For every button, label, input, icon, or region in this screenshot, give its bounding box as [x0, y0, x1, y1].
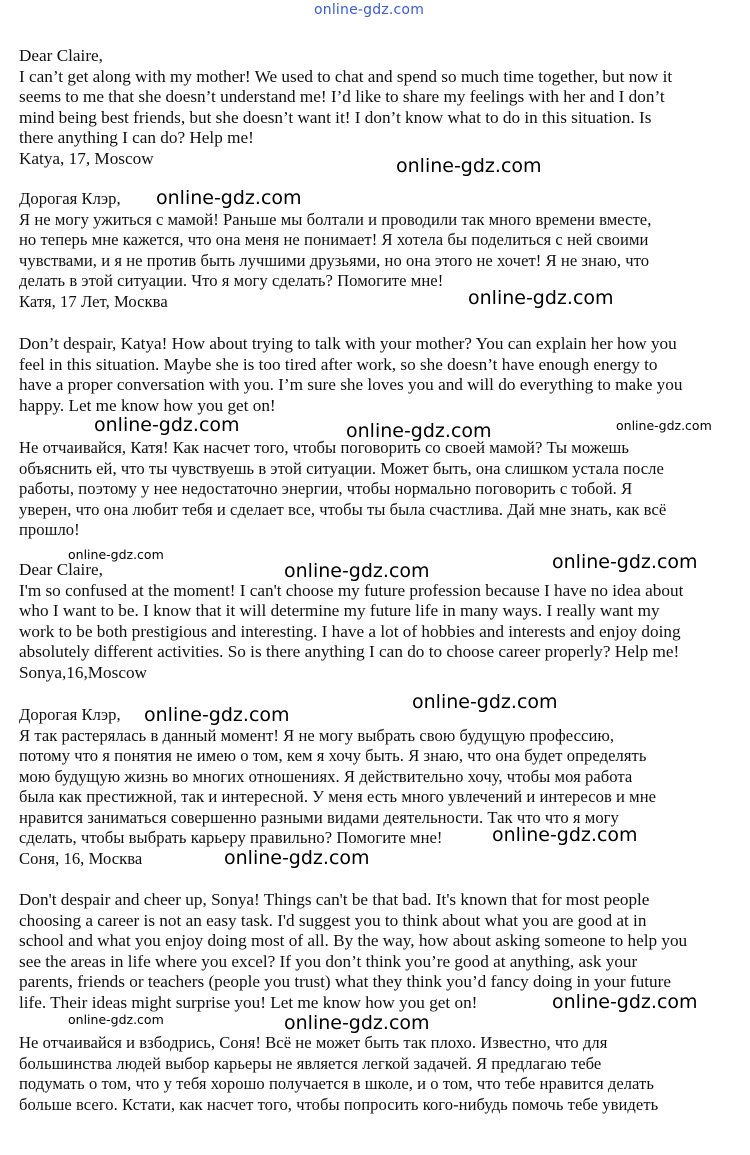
text-line: больше всего. Кстати, как насчет того, чтобы попросить кого-нибудь помочь тебе увидеть — [19, 1094, 659, 1114]
text-line: была как престижной, так и интересной. У меня есть много увлечений и интересов и мне — [19, 787, 657, 806]
text-line: сделать, чтобы выбрать карьеру правильно? Помогите мне! — [19, 828, 443, 847]
watermark: online-gdz.com — [492, 824, 638, 846]
reply-katya-ru — [19, 438, 735, 541]
watermark: online-gdz.com — [68, 1012, 164, 1027]
text-line: parents, friends or teachers (people you trust) what they think you’d fancy doing in your future — [19, 972, 671, 991]
text-line: have a proper conversation with you. I’m sure she loves you and will do everything to make you — [19, 375, 683, 394]
text-line: нравится заниматься совершенно разными видами деятельности. Так что что я могу — [19, 807, 619, 827]
watermark: online-gdz.com — [224, 847, 370, 869]
watermark: online-gdz.com — [552, 551, 698, 573]
watermark: online-gdz.com — [616, 418, 712, 433]
text-line: но теперь мне кажется, что она меня не понимает! Я хотела бы поделиться с ней своими — [19, 230, 649, 249]
letter-katya-ru — [19, 189, 735, 312]
text-line: Не отчаивайся, Катя! Как насчет того, чтобы поговорить со своей мамой? Ты можешь — [19, 438, 629, 457]
signature-line: Соня, 16, Москва — [19, 848, 143, 868]
text-line: Dear Claire, — [19, 560, 103, 579]
text-line: Дорогая Клэр, — [19, 189, 121, 208]
text-line: Дорогая Клэр, — [19, 705, 121, 724]
signature-line: Sonya,16,Moscow — [19, 662, 147, 682]
watermark: online-gdz.com — [68, 547, 164, 562]
text-line: объяснить ей, что ты чувствуешь в этой ситуации. Может быть, она слишком устала после — [19, 458, 664, 478]
text-line: прошло! — [19, 520, 80, 539]
text-line: работы, поэтому у нее недостаточно энергии, чтобы нормально поговорить с тобой. Я — [19, 479, 633, 498]
text-line: happy. Let me know how you get on! — [19, 395, 276, 415]
watermark: online-gdz.com — [396, 155, 542, 177]
letter-katya-en — [19, 46, 735, 169]
text-line: Dear Claire, — [19, 46, 103, 65]
reply-sonya-ru — [19, 1033, 735, 1115]
text-line: mind being best friends, but she doesn’t want it! I don’t know what to do in this situation. Is — [19, 107, 652, 127]
text-line: уверен, что она любит тебя и сделает все, чтобы ты была счастлива. Дай мне знать, как всё — [19, 499, 667, 519]
watermark: online-gdz.com — [284, 1012, 430, 1034]
watermark: online-gdz.com — [552, 991, 698, 1013]
watermark: online-gdz.com — [94, 414, 240, 436]
text-line: чувствами, и я не против быть лучшими друзьями, но она этого не хочет! Я не знаю, что — [19, 250, 650, 270]
text-line: there anything I can do? Help me! — [19, 128, 254, 147]
text-line: feel in this situation. Maybe she is too tired after work, so she doesn’t have enough energy to — [19, 354, 658, 374]
text-line: life. Their ideas might surprise you! Let me know how you get on! — [19, 992, 478, 1012]
text-line: Я не могу ужиться с мамой! Раньше мы болтали и проводили так много времени вместе, — [19, 209, 652, 229]
text-line: see the areas in life where you excel? If you don’t think you’re good at anything, ask your — [19, 951, 638, 971]
text-line: большинства людей выбор карьеры не является легкой задачей. Я предлагаю тебе — [19, 1053, 602, 1073]
text-line: absolutely different activities. So is there anything I can do to choose career properly? Help me! — [19, 642, 680, 661]
text-line: Don't despair and cheer up, Sonya! Things can't be that bad. It's known that for most people — [19, 890, 650, 909]
text-line: потому что я понятия не имею о том, кем я хочу быть. Я знаю, что она будет определять — [19, 746, 647, 765]
text-line: мою будущую жизнь во многих отношениях. Я действительно хочу, чтобы моя работа — [19, 766, 633, 786]
text-line: I'm so confused at the moment! I can't choose my future profession because I have no idea about — [19, 580, 684, 600]
text-line: work to be both prestigious and interesting. I have a lot of hobbies and interests and enjoy doing — [19, 621, 681, 641]
header-watermark: online-gdz.com — [314, 2, 425, 18]
signature-line: Катя, 17 Лет, Москва — [19, 291, 168, 311]
watermark: online-gdz.com — [468, 287, 614, 309]
text-line: school and what you enjoy doing most of all. By the way, how about asking someone to help you — [19, 931, 688, 950]
text-line: Don’t despair, Katya! How about trying to talk with your mother? You can explain her how you — [19, 334, 677, 353]
reply-katya-en — [19, 334, 735, 416]
text-line: Я так растерялась в данный момент! Я не могу выбрать свою будущую профессию, — [19, 725, 615, 745]
watermark: online-gdz.com — [284, 560, 430, 582]
text-line: подумать о том, что у тебя хорошо получается в школе, и о том, что тебе нравится делать — [19, 1074, 654, 1093]
text-line: Не отчаивайся и взбодрись, Соня! Всё не может быть так плохо. Известно, что для — [19, 1033, 608, 1052]
text-line: who I want to be. I know that it will determine my future life in many ways. I really want my — [19, 601, 660, 620]
signature-line: Katya, 17, Moscow — [19, 148, 154, 168]
text-line: seems to me that she doesn’t understand me! I’d like to share my feelings with her and I don’t — [19, 87, 665, 106]
watermark: online-gdz.com — [412, 691, 558, 713]
watermark: online-gdz.com — [156, 187, 302, 209]
text-line: делать в этой ситуации. Что я могу сделать? Помогите мне! — [19, 271, 444, 290]
text-line: I can’t get along with my mother! We used to chat and spend so much time together, but now it — [19, 66, 673, 86]
text-line: choosing a career is not an easy task. I'd suggest you to think about what you are good at in — [19, 910, 647, 930]
watermark: online-gdz.com — [346, 420, 492, 442]
watermark: online-gdz.com — [144, 704, 290, 726]
